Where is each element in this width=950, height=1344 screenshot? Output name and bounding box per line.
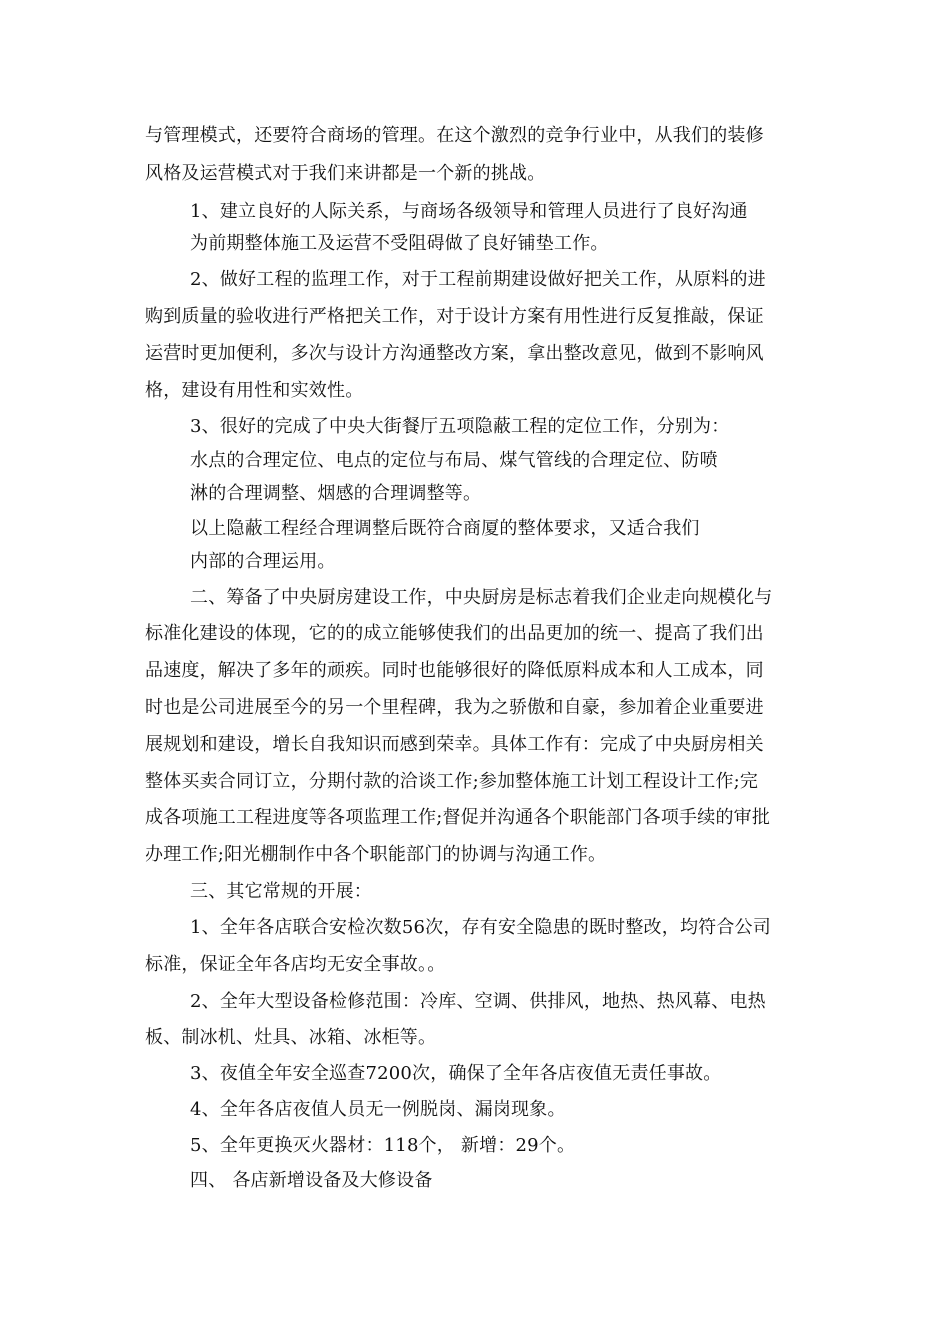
body-line-25: 2、全年大型设备检修范围：冷库、空调、供排风，地热、热风幕、电热 xyxy=(190,991,766,1012)
body-line-1: 与管理模式，还要符合商场的管理。在这个激烈的竞争行业中，从我们的装修 xyxy=(145,125,764,146)
body-line-11: 淋的合理调整、烟感的合理调整等。 xyxy=(190,483,482,504)
body-line-9: 3、很好的完成了中央大街餐厅五项隐蔽工程的定位工作，分别为： xyxy=(190,416,730,437)
body-line-19: 整体买卖合同订立，分期付款的洽谈工作;参加整体施工计划工程设计工作;完 xyxy=(145,771,759,792)
body-line-8: 格，建设有用性和实效性。 xyxy=(145,380,364,401)
body-line-13: 内部的合理运用。 xyxy=(190,551,336,572)
body-line-6: 购到质量的验收进行严格把关工作，对于设计方案有用性进行反复推敲，保证 xyxy=(145,306,764,327)
body-line-26: 板、制冰机、灶具、冰箱、冰柜等。 xyxy=(145,1027,437,1048)
section-heading-3: 三、其它常规的开展： xyxy=(190,881,372,902)
body-line-5: 2、做好工程的监理工作，对于工程前期建设做好把关工作，从原料的进 xyxy=(190,269,766,290)
body-line-23: 1、全年各店联合安检次数56次，存有安全隐患的既时整改，均符合公司 xyxy=(190,917,771,938)
body-line-16: 品速度，解决了多年的顽疾。同时也能够很好的降低原料成本和人工成本，同 xyxy=(145,660,764,681)
body-line-29: 5、全年更换灭火器材：118个， 新增：29个。 xyxy=(190,1135,576,1156)
section-heading-4: 四、 各店新增设备及大修设备 xyxy=(190,1170,433,1191)
body-line-2: 风格及运营模式对于我们来讲都是一个新的挑战。 xyxy=(145,163,546,184)
body-line-14: 二、筹备了中央厨房建设工作，中央厨房是标志着我们企业走向规模化与 xyxy=(190,587,773,608)
body-line-20: 成各项施工工程进度等各项监理工作;督促并沟通各个职能部门各项手续的审批 xyxy=(145,807,771,828)
body-line-12: 以上隐蔽工程经合理调整后既符合商厦的整体要求，又适合我们 xyxy=(190,518,700,539)
body-line-15: 标准化建设的体现，它的的成立能够使我们的出品更加的统一、提高了我们出 xyxy=(145,623,764,644)
body-line-17: 时也是公司进展至今的另一个里程碑，我为之骄傲和自豪，参加着企业重要进 xyxy=(145,697,764,718)
body-line-18: 展规划和建设，增长自我知识而感到荣幸。具体工作有：完成了中央厨房相关 xyxy=(145,734,764,755)
body-line-28: 4、全年各店夜值人员无一例脱岗、漏岗现象。 xyxy=(190,1099,566,1120)
body-line-7: 运营时更加便利，多次与设计方沟通整改方案，拿出整改意见，做到不影响风 xyxy=(145,343,764,364)
body-line-3: 1、建立良好的人际关系，与商场各级领导和管理人员进行了良好沟通 xyxy=(190,201,748,222)
body-line-10: 水点的合理定位、电点的定位与布局、煤气管线的合理定位、防喷 xyxy=(190,450,718,471)
body-line-4: 为前期整体施工及运营不受阻碍做了良好铺垫工作。 xyxy=(190,233,609,254)
body-line-27: 3、夜值全年安全巡查7200次，确保了全年各店夜值无责任事故。 xyxy=(190,1063,722,1084)
body-line-24: 标准，保证全年各店均无安全事故。。 xyxy=(145,954,446,975)
body-line-21: 办理工作;阳光棚制作中各个职能部门的协调与沟通工作。 xyxy=(145,844,607,865)
